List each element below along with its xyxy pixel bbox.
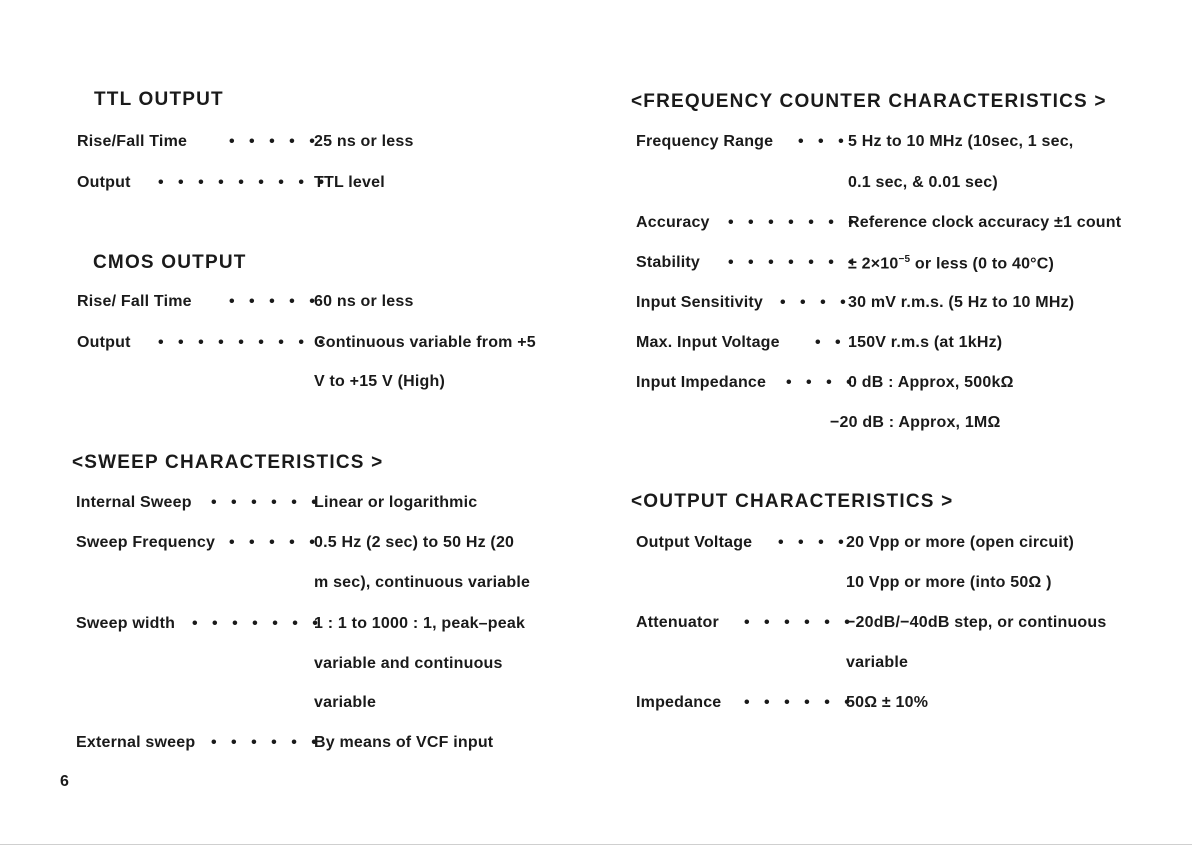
sweep-frequency-value-line1: 0.5 Hz (2 sec) to 50 Hz (20 (314, 534, 515, 551)
accuracy-leader: • • • • • • • (728, 214, 859, 231)
frequency-range-value-line2: 0.1 sec, & 0.01 sec) (848, 174, 998, 191)
page-number: 6 (60, 773, 70, 790)
impedance-label: Impedance (636, 694, 722, 711)
impedance-value: 50Ω ± 10% (846, 694, 929, 711)
input-impedance-value-line1: 0 dB : Approx, 500kΩ (848, 374, 1014, 391)
internal-sweep-label: Internal Sweep (76, 494, 192, 511)
input-impedance-value-line2: −20 dB : Approx, 1MΩ (830, 414, 1001, 431)
internal-sweep-leader: • • • • • • (211, 494, 322, 511)
stability-value (848, 254, 1054, 273)
input-sensitivity-label: Input Sensitivity (636, 294, 763, 311)
sweep-characteristics-heading: <SWEEP CHARACTERISTICS > (72, 452, 384, 473)
accuracy-value: Reference clock accuracy ±1 count (848, 214, 1122, 231)
ttl-rise-fall-value: 25 ns or less (314, 133, 414, 150)
attenuator-value-line1: −20dB/−40dB step, or continuous (846, 614, 1107, 631)
ttl-output-heading: TTL OUTPUT (94, 89, 224, 110)
sweep-width-value-line1: 1 : 1 to 1000 : 1, peak–peak (314, 615, 526, 632)
output-voltage-label: Output Voltage (636, 534, 753, 551)
input-impedance-label: Input Impedance (636, 374, 767, 391)
stability-label: Stability (636, 254, 701, 271)
ttl-output-value: TTL level (314, 174, 385, 191)
internal-sweep-value: Linear or logarithmic (314, 494, 478, 511)
output-characteristics-heading: <OUTPUT CHARACTERISTICS > (631, 491, 954, 512)
input-sensitivity-leader: • • • • (780, 294, 851, 311)
sweep-width-value-line3: variable (314, 694, 377, 711)
attenuator-label: Attenuator (636, 614, 719, 631)
output-voltage-leader: • • • • (778, 534, 849, 551)
sweep-width-leader: • • • • • • • (192, 615, 323, 632)
attenuator-leader: • • • • • • (744, 614, 855, 631)
sweep-frequency-value-line2: m sec), continuous variable (314, 574, 531, 591)
stability-leader: • • • • • • • (728, 254, 859, 271)
stability-value-rest: or less (0 to 40°C) (910, 255, 1055, 273)
ttl-output-label: Output (77, 174, 131, 191)
max-input-voltage-value: 150V r.m.s (at 1kHz) (848, 334, 1003, 351)
cmos-output-value-line1: Continuous variable from +5 (314, 334, 536, 351)
cmos-output-leader: • • • • • • • • • (158, 334, 329, 351)
sweep-frequency-label: Sweep Frequency (76, 534, 216, 551)
cmos-output-heading: CMOS OUTPUT (93, 252, 247, 273)
bottom-edge-rule (0, 844, 1192, 845)
output-voltage-value-line1: 20 Vpp or more (open circuit) (846, 534, 1075, 551)
cmos-rise-fall-value: 60 ns or less (314, 293, 414, 310)
frequency-counter-heading: <FREQUENCY COUNTER CHARACTERISTICS > (631, 91, 1107, 112)
ttl-rise-fall-label: Rise/Fall Time (77, 133, 188, 150)
cmos-rise-fall-label: Rise/ Fall Time (77, 293, 192, 310)
input-sensitivity-value: 30 mV r.m.s. (5 Hz to 10 MHz) (848, 294, 1075, 311)
sweep-frequency-leader: • • • • • (229, 534, 320, 551)
cmos-rise-fall-leader: • • • • • (229, 293, 320, 310)
accuracy-label: Accuracy (636, 214, 710, 231)
external-sweep-label: External sweep (76, 734, 196, 751)
external-sweep-leader: • • • • • • (211, 734, 322, 751)
impedance-leader: • • • • • • (744, 694, 855, 711)
input-impedance-leader: • • • • (786, 374, 857, 391)
frequency-range-leader: • • • (798, 133, 849, 150)
max-input-voltage-leader: • • (815, 334, 846, 351)
ttl-rise-fall-leader: • • • • • (229, 133, 320, 150)
stability-exponent: −5 (898, 254, 911, 265)
sweep-width-label: Sweep width (76, 615, 176, 632)
frequency-range-value-line1: 5 Hz to 10 MHz (10sec, 1 sec, (848, 133, 1074, 150)
max-input-voltage-label: Max. Input Voltage (636, 334, 780, 351)
attenuator-value-line2: variable (846, 654, 909, 671)
frequency-range-label: Frequency Range (636, 133, 774, 150)
output-voltage-value-line2: 10 Vpp or more (into 50Ω ) (846, 574, 1052, 591)
cmos-output-value-line2: V to +15 V (High) (314, 373, 445, 390)
stability-value-base: ± 2×10 (848, 255, 899, 273)
external-sweep-value: By means of VCF input (314, 734, 494, 751)
ttl-output-leader: • • • • • • • • • (158, 174, 329, 191)
cmos-output-label: Output (77, 334, 131, 351)
sweep-width-value-line2: variable and continuous (314, 655, 503, 672)
